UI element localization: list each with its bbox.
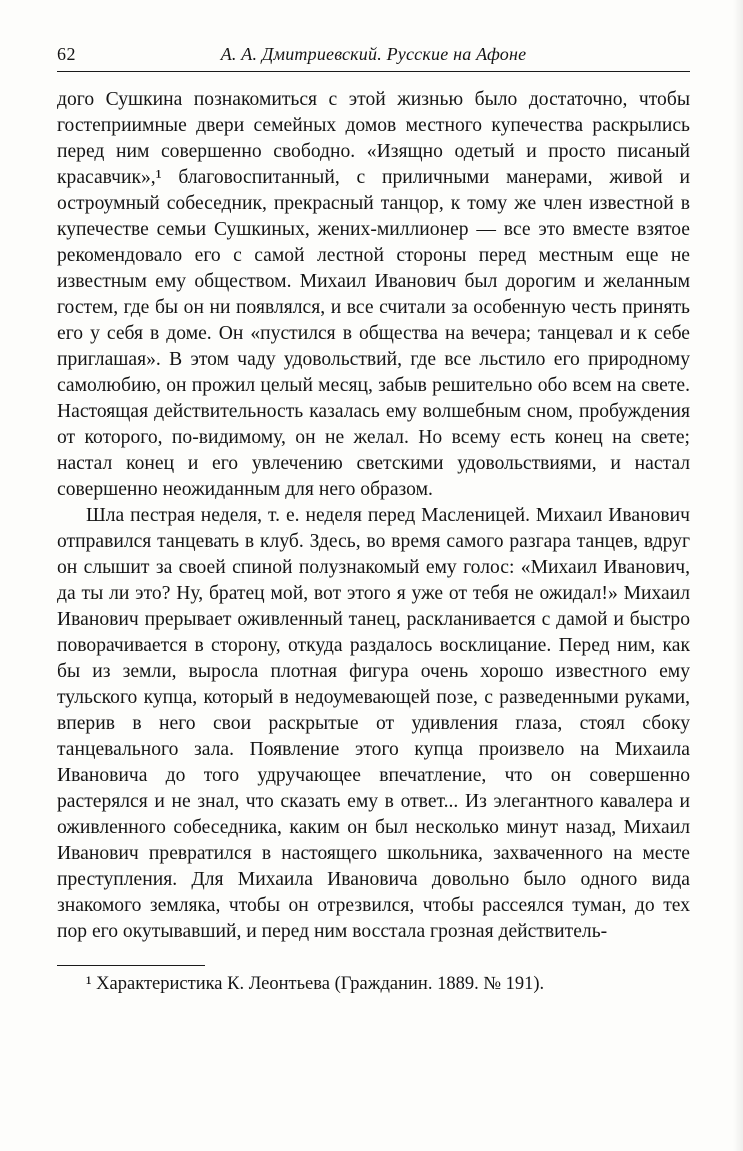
running-header-title: А. А. Дмитриевский. Русские на Афоне <box>220 44 527 64</box>
running-header <box>57 42 690 66</box>
scan-edge-shading <box>733 0 743 1151</box>
footnote-block <box>57 965 690 997</box>
footnote-separator-rule <box>57 965 205 966</box>
header-rule <box>57 71 690 72</box>
paragraph-1: дого Сушкина познакомиться с этой жизнью было достаточно, чтобы гостеприимные двери семейных домов местного купечества раскрылись перед ним совершенно свободно. «Изящно одетый и просто писаный красавчик»,¹ благовоспитанный, с приличными манерами, живой и остроумный собеседник, прекрасный танцор, к тому же член известной в купечестве семьи Сушкиных, жених-миллионер — все это вместе взятое рекомендовало его с самой лестной стороны перед местным еще не известным ему обществом. Михаил Иванович был дорогим и желанным гостем, где бы он ни появлялся, и все считали за особенную честь принять его у себя в доме. Он «пустился в общества на вечера; танцевал и к себе приглашая». В этом чаду удовольствий, где все льстило его природному самолюбию, он прожил целый месяц, забыв решительно обо всем на свете. Настоящая действительность казалась ему волшебным сном, пробуждения от которого, по-видимому, он не желал. Но всему есть конец на свете; настал конец и его увлечению светскими удовольствиями, и настал совершенно неожиданным для него образом. <box>57 89 690 500</box>
paragraph-2: Шла пестрая неделя, т. е. неделя перед Масленицей. Михаил Иванович отправился танцевать в клуб. Здесь, во время самого разгара танцев, вдруг он слышит за своей спиной полузнакомый ему голос: «Михаил Иванович, да ты ли это? Ну, братец мой, вот этого я уже от тебя не ожидал!» Михаил Иванович прерывает оживленный танец, раскланивается с дамой и быстро поворачивается в сторону, откуда раздалось восклицание. Перед ним, как бы из земли, выросла плотная фигура очень хорошо известного ему тульского купца, который в недоумевающей позе, с разведенными руками, вперив в него свои раскрытые от удивления глаза, стоял сбоку танцевального зала. Появление этого купца произвело на Михаила Ивановича до того удручающее впечатление, что он совершенно растерялся и не знал, что сказать ему в ответ... Из элегантного кавалера и оживленного собеседника, каким он был несколько минут назад, Михаил Иванович превратился в настоящего школьника, захваченного на месте преступления. Для Михаила Ивановича довольно было одного вида знакомого земляка, чтобы он отрезвился, чтобы рассеялся туман, до тех пор его окутывавший, и перед ним восстала грозная действитель- <box>57 505 690 942</box>
page-number: 62 <box>57 44 76 64</box>
footnote-text: ¹ Характеристика К. Леонтьева (Гражданин. 1889. № 191). <box>86 974 545 994</box>
body-text <box>57 87 690 945</box>
